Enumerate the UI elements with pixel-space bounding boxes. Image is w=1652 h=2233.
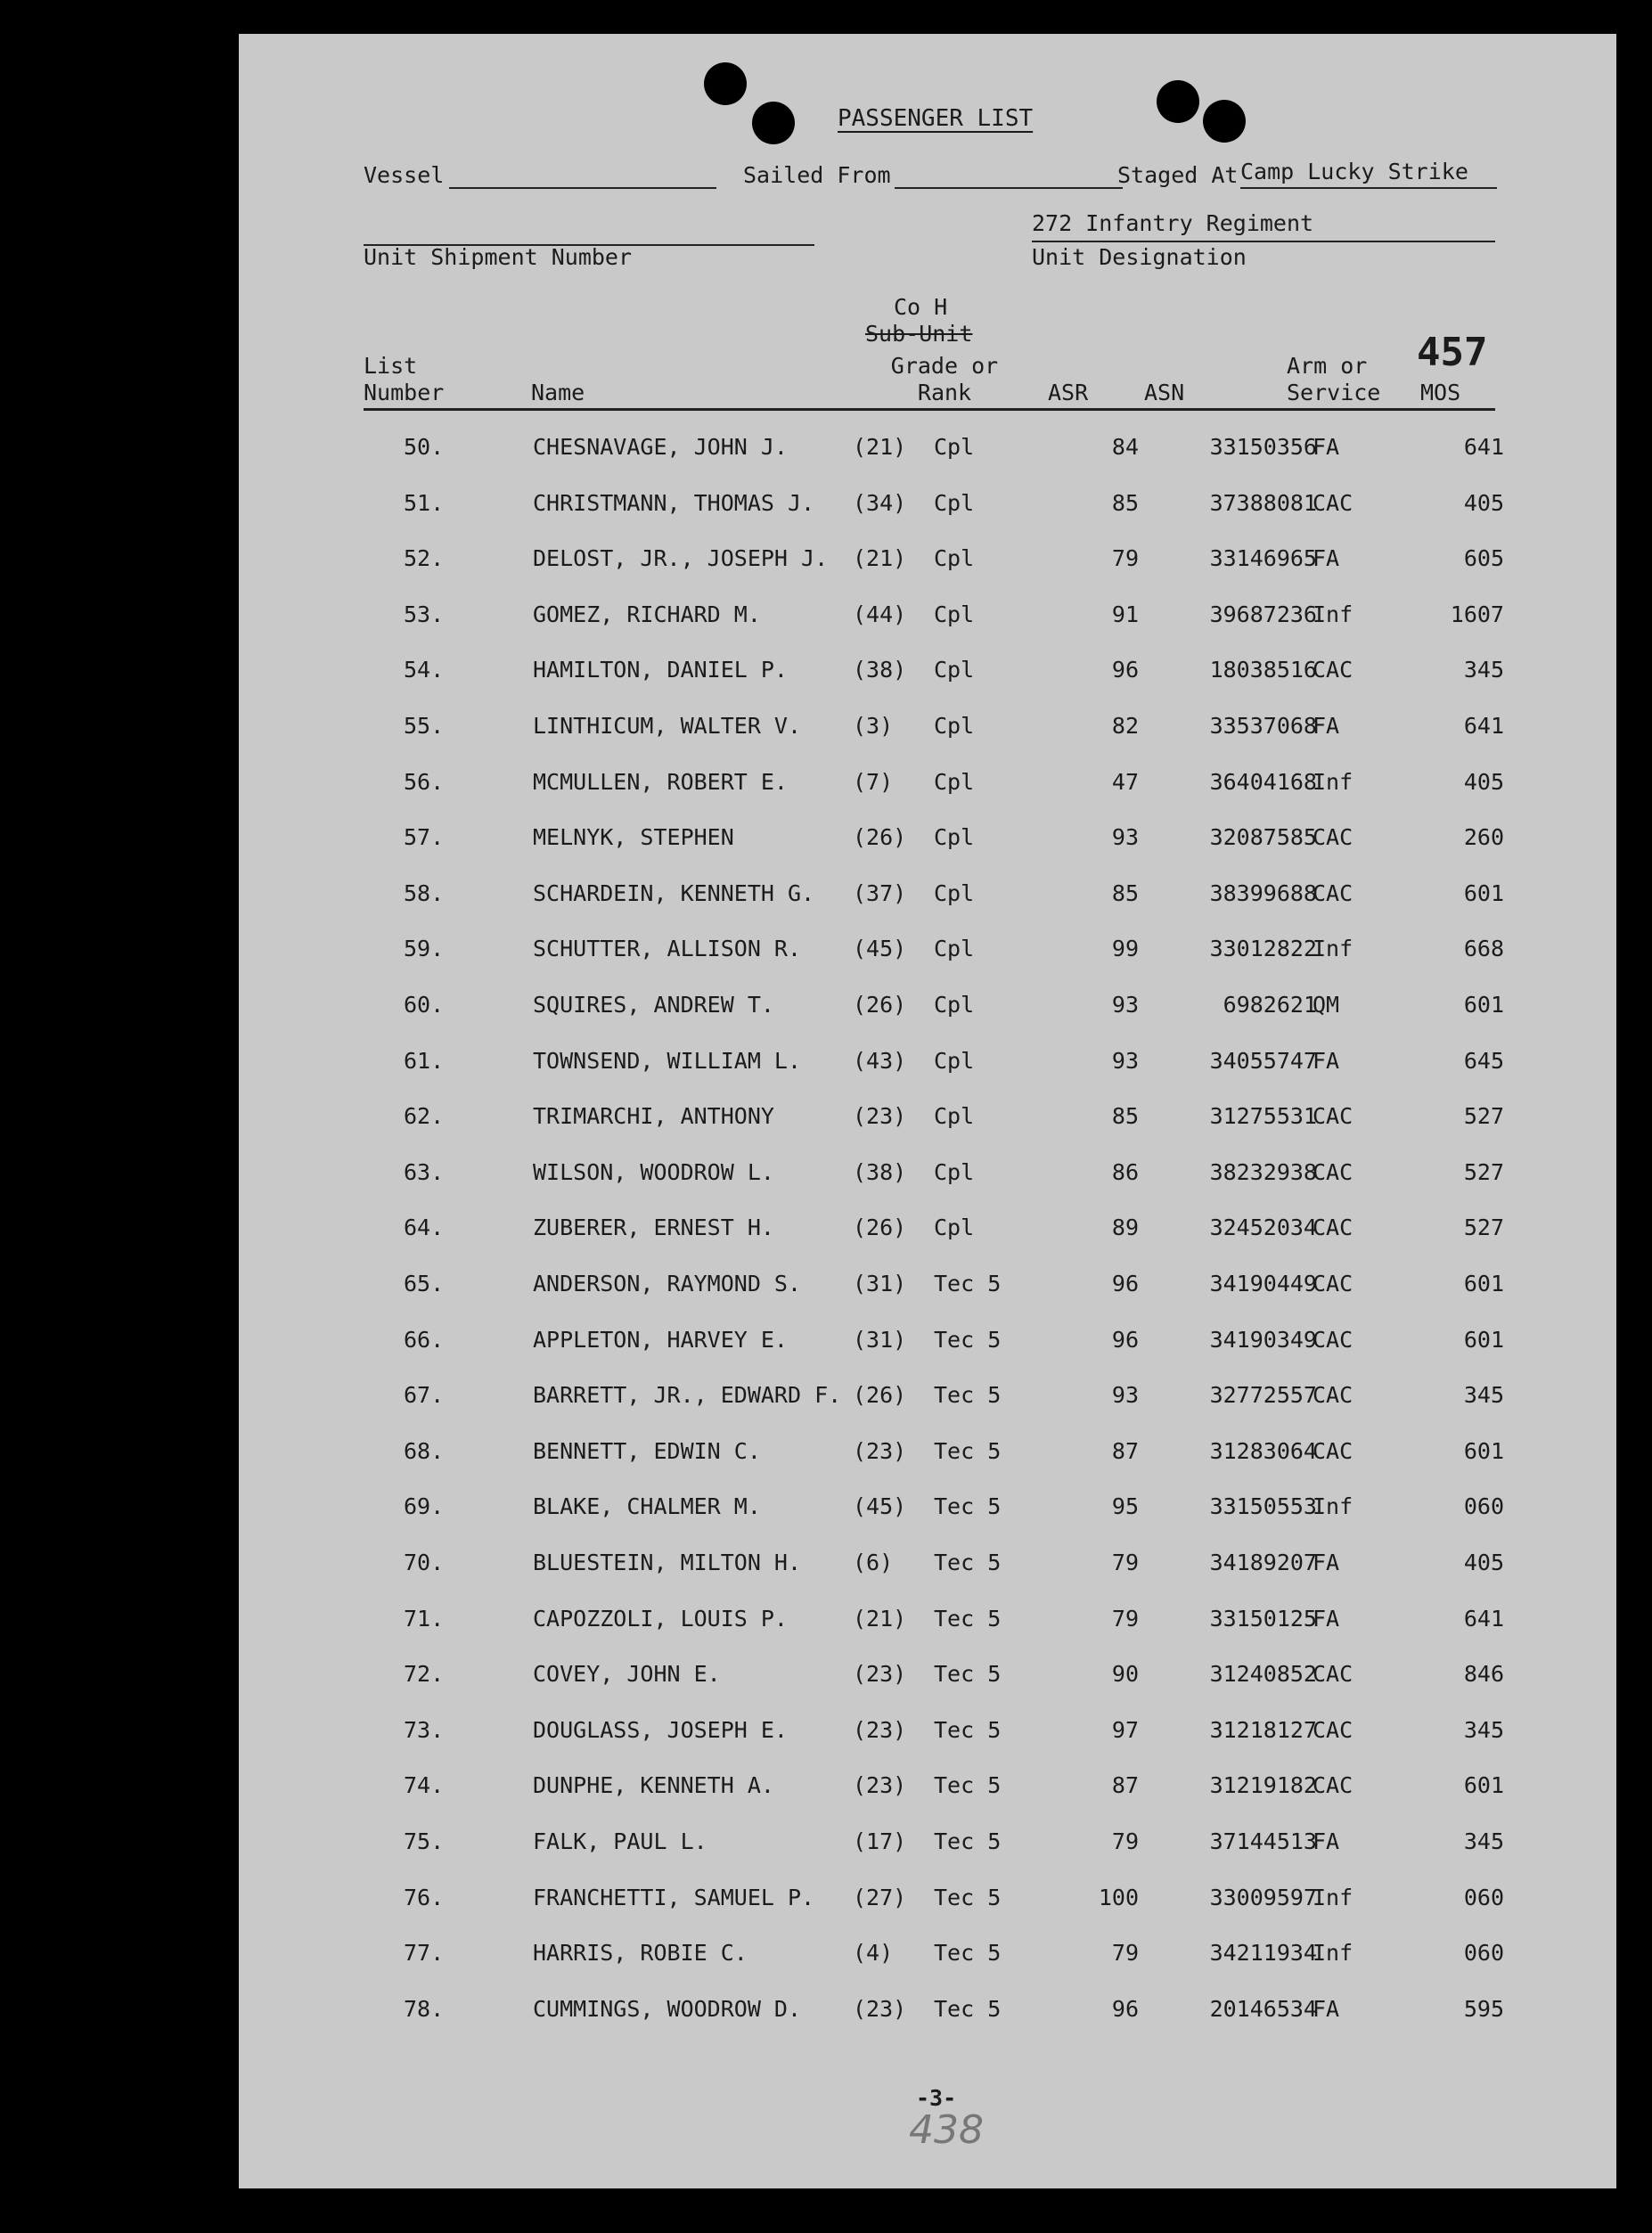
table-row: [239, 1043, 1616, 1079]
staged-at-value: Camp Lucky Strike: [1240, 159, 1468, 184]
grade-rank: Cpl: [934, 1103, 975, 1130]
age-code: (4): [853, 1940, 894, 1967]
arm-or-service: CAC: [1313, 879, 1353, 906]
passenger-name: BLUESTEIN, MILTON H.: [533, 1550, 802, 1575]
asr-score: 47: [1111, 768, 1139, 795]
passenger-name: BENNETT, EDWIN C.: [533, 1437, 761, 1464]
asr-score: 93: [1111, 1047, 1139, 1074]
passenger-list-page: [239, 34, 1616, 2188]
asr-score: 96: [1111, 657, 1139, 683]
passenger-name: CAPOZZOLI, LOUIS P.: [533, 1605, 788, 1632]
age-code: (27): [853, 1884, 907, 1910]
passenger-name: SQUIRES, ANDREW T.: [533, 992, 774, 1018]
age-code: (43): [853, 1047, 907, 1074]
passenger-name: ZUBERER, ERNEST H.: [533, 1215, 774, 1241]
mos-code: 668: [1463, 936, 1504, 962]
mos-code: 060: [1463, 1940, 1504, 1967]
passenger-name: SCHARDEIN, KENNETH G.: [533, 879, 815, 906]
grade-rank: Cpl: [934, 879, 975, 906]
asr-score: 95: [1111, 1493, 1139, 1520]
army-serial-number: 33150125: [1209, 1605, 1317, 1632]
vessel-label: Vessel: [364, 162, 445, 188]
age-code: (23): [853, 1437, 907, 1464]
age-code: (17): [853, 1828, 907, 1854]
mos-code: 1607: [1450, 601, 1504, 627]
table-row: [239, 1545, 1616, 1581]
passenger-name: FALK, PAUL L.: [533, 1828, 707, 1854]
mos-code: 641: [1463, 713, 1504, 739]
mos-code: 601: [1463, 992, 1504, 1018]
army-serial-number: 37388081: [1209, 489, 1317, 516]
mos-code: 527: [1463, 1103, 1504, 1130]
asr-score: 79: [1111, 1828, 1139, 1854]
age-code: (26): [853, 824, 907, 851]
table-row: [239, 486, 1616, 521]
army-serial-number: 33012822: [1209, 936, 1317, 962]
asr-score: 93: [1111, 1382, 1139, 1409]
arm-or-service: FA: [1313, 434, 1340, 460]
asr-score: 79: [1111, 1940, 1139, 1967]
age-code: (31): [853, 1326, 907, 1353]
asr-score: 79: [1111, 545, 1139, 572]
army-serial-number: 34055747: [1209, 1047, 1317, 1074]
unit-designation-field-line: [1032, 241, 1495, 242]
mos-code: 345: [1463, 1716, 1504, 1743]
mos-code: 641: [1463, 1605, 1504, 1632]
age-code: (6): [853, 1550, 894, 1575]
mos-code: 527: [1463, 1215, 1504, 1241]
unit-designation-value: 272 Infantry Regiment: [1032, 210, 1314, 236]
grade-rank: Tec 5: [934, 1437, 1002, 1464]
asr-score: 100: [1098, 1884, 1139, 1910]
age-code: (23): [853, 1772, 907, 1799]
list-number: 77.: [404, 1940, 445, 1967]
mos-code: 060: [1463, 1884, 1504, 1910]
grade-rank: Tec 5: [934, 1772, 1002, 1799]
sailed-from-field-line: [895, 187, 1123, 189]
army-serial-number: 34189207: [1209, 1550, 1317, 1575]
army-serial-number: 34190349: [1209, 1326, 1317, 1353]
army-serial-number: 38232938: [1209, 1158, 1317, 1185]
mos-code: 345: [1463, 1382, 1504, 1409]
age-code: (31): [853, 1271, 907, 1296]
mos-code: 846: [1463, 1661, 1504, 1688]
army-serial-number: 31283064: [1209, 1437, 1317, 1464]
grade-rank: Cpl: [934, 1158, 975, 1185]
arm-or-service: CAC: [1313, 824, 1353, 851]
arm-or-service: FA: [1313, 1828, 1340, 1854]
age-code: (38): [853, 657, 907, 683]
table-row: [239, 1713, 1616, 1748]
list-number: 72.: [404, 1661, 445, 1688]
arm-or-service: CAC: [1313, 1437, 1353, 1464]
page-marker: -3-: [916, 2085, 957, 2111]
list-number: 60.: [404, 992, 445, 1018]
table-row: [239, 652, 1616, 688]
age-code: (44): [853, 601, 907, 627]
grade-rank: Tec 5: [934, 1716, 1002, 1743]
army-serial-number: 34211934: [1209, 1940, 1317, 1967]
mos-code: 405: [1463, 489, 1504, 516]
mos-code: 527: [1463, 1158, 1504, 1185]
grade-rank: Cpl: [934, 434, 975, 460]
grade-rank: Cpl: [934, 713, 975, 739]
arm-or-service: FA: [1313, 1605, 1340, 1632]
age-code: (21): [853, 545, 907, 572]
arm-or-service: CAC: [1313, 1271, 1353, 1296]
asr-score: 99: [1111, 936, 1139, 962]
age-code: (26): [853, 1382, 907, 1409]
list-number: 62.: [404, 1103, 445, 1130]
arm-or-service: CAC: [1313, 1103, 1353, 1130]
arm-or-service: FA: [1313, 713, 1340, 739]
asr-score: 90: [1111, 1661, 1139, 1688]
mos-code: 345: [1463, 657, 1504, 683]
grade-rank: Tec 5: [934, 1995, 1002, 2022]
list-number: 50.: [404, 434, 445, 460]
army-serial-number: 34190449: [1209, 1271, 1317, 1296]
list-number: 65.: [404, 1271, 445, 1296]
vessel-field-line: [449, 187, 716, 189]
unit-designation-label: Unit Designation: [1032, 244, 1247, 270]
list-number: 76.: [404, 1884, 445, 1910]
punch-hole: [752, 102, 795, 144]
table-row: [239, 1824, 1616, 1860]
passenger-name: DUNPHE, KENNETH A.: [533, 1772, 774, 1799]
pencil-note: 438: [909, 2107, 984, 2153]
passenger-name: HARRIS, ROBIE C.: [533, 1940, 748, 1967]
passenger-name: LINTHICUM, WALTER V.: [533, 713, 802, 739]
mos-code: 405: [1463, 1550, 1504, 1575]
list-number: 54.: [404, 657, 445, 683]
grade-rank: Cpl: [934, 601, 975, 627]
grade-rank: Tec 5: [934, 1940, 1002, 1967]
table-row: [239, 1266, 1616, 1302]
passenger-name: TOWNSEND, WILLIAM L.: [533, 1047, 802, 1074]
list-number: 70.: [404, 1550, 445, 1575]
arm-or-service: FA: [1313, 1047, 1340, 1074]
mos-code: 641: [1463, 434, 1504, 460]
list-number: 69.: [404, 1493, 445, 1520]
army-serial-number: 32772557: [1209, 1382, 1317, 1409]
table-row: [239, 876, 1616, 912]
age-code: (23): [853, 1995, 907, 2022]
asr-score: 91: [1111, 601, 1139, 627]
arm-or-service: Inf: [1313, 1493, 1353, 1520]
unit-shipment-label: Unit Shipment Number: [364, 244, 633, 270]
army-serial-number: 38399688: [1209, 879, 1317, 906]
asr-score: 93: [1111, 992, 1139, 1018]
army-serial-number: 31275531: [1209, 1103, 1317, 1130]
grade-rank: Cpl: [934, 824, 975, 851]
grade-rank: Tec 5: [934, 1828, 1002, 1854]
arm-or-service: FA: [1313, 1550, 1340, 1575]
sub-unit-value: Co H: [894, 294, 948, 320]
table-row: [239, 1099, 1616, 1134]
table-row: [239, 1880, 1616, 1916]
mos-code: 405: [1463, 768, 1504, 795]
asr-score: 89: [1111, 1215, 1139, 1241]
grade-rank: Cpl: [934, 992, 975, 1018]
arm-or-service: CAC: [1313, 1382, 1353, 1409]
list-number: 55.: [404, 713, 445, 739]
list-number: 75.: [404, 1828, 445, 1854]
table-row: [239, 765, 1616, 800]
mos-code: 345: [1463, 1828, 1504, 1854]
age-code: (38): [853, 1158, 907, 1185]
asr-score: 86: [1111, 1158, 1139, 1185]
table-row: [239, 1935, 1616, 1971]
table-row: [239, 429, 1616, 465]
army-serial-number: 31240852: [1209, 1661, 1317, 1688]
punch-hole: [1203, 100, 1246, 143]
asr-score: 85: [1111, 1103, 1139, 1130]
grade-rank: Tec 5: [934, 1382, 1002, 1409]
army-serial-number: 33150553: [1209, 1493, 1317, 1520]
table-row: [239, 1601, 1616, 1637]
list-number: 78.: [404, 1995, 445, 2022]
grade-rank: Tec 5: [934, 1884, 1002, 1910]
table-row: [239, 597, 1616, 633]
arm-or-service: Inf: [1313, 1940, 1353, 1967]
table-row: [239, 708, 1616, 744]
passenger-name: CHESNAVAGE, JOHN J.: [533, 434, 788, 460]
army-serial-number: 37144513: [1209, 1828, 1317, 1854]
army-serial-number: 33537068: [1209, 713, 1317, 739]
arm-or-service: CAC: [1313, 489, 1353, 516]
table-row: [239, 1768, 1616, 1804]
passenger-name: WILSON, WOODROW L.: [533, 1158, 774, 1185]
age-code: (34): [853, 489, 907, 516]
army-serial-number: 33146965: [1209, 545, 1317, 572]
grade-rank: Cpl: [934, 545, 975, 572]
grade-rank: Tec 5: [934, 1605, 1002, 1632]
age-code: (45): [853, 1493, 907, 1520]
arm-or-service: CAC: [1313, 1772, 1353, 1799]
asr-score: 85: [1111, 879, 1139, 906]
column-header-asr: ASR: [1048, 380, 1089, 405]
arm-or-service: CAC: [1313, 1158, 1353, 1185]
table-row: [239, 1155, 1616, 1190]
list-number: 56.: [404, 768, 445, 795]
army-serial-number: 31218127: [1209, 1716, 1317, 1743]
passenger-name: BARRETT, JR., EDWARD F.: [533, 1382, 842, 1409]
army-serial-number: 36404168: [1209, 768, 1317, 795]
list-number: 53.: [404, 601, 445, 627]
arm-or-service: Inf: [1313, 936, 1353, 962]
passenger-name: GOMEZ, RICHARD M.: [533, 601, 761, 627]
mos-code: 645: [1463, 1047, 1504, 1074]
asr-score: 82: [1111, 713, 1139, 739]
arm-or-service: Inf: [1313, 1884, 1353, 1910]
age-code: (7): [853, 768, 894, 795]
grade-rank: Cpl: [934, 657, 975, 683]
asr-score: 96: [1111, 1271, 1139, 1296]
list-number: 52.: [404, 545, 445, 572]
passenger-name: ANDERSON, RAYMOND S.: [533, 1271, 802, 1296]
column-header-arm: Arm or Service: [1287, 353, 1381, 405]
arm-or-service: CAC: [1313, 657, 1353, 683]
asr-score: 79: [1111, 1550, 1139, 1575]
arm-or-service: Inf: [1313, 601, 1353, 627]
army-serial-number: 39687236: [1209, 601, 1317, 627]
grade-rank: Tec 5: [934, 1271, 1002, 1296]
list-number: 73.: [404, 1716, 445, 1743]
document-title: PASSENGER LIST: [838, 105, 1034, 132]
arm-or-service: CAC: [1313, 1326, 1353, 1353]
staged-at-field-line: [1240, 187, 1497, 189]
age-code: (23): [853, 1103, 907, 1130]
arm-or-service: CAC: [1313, 1661, 1353, 1688]
mos-code: 601: [1463, 1437, 1504, 1464]
asr-score: 79: [1111, 1605, 1139, 1632]
age-code: (23): [853, 1661, 907, 1688]
mos-code: 601: [1463, 1326, 1504, 1353]
mos-code: 060: [1463, 1493, 1504, 1520]
list-number: 71.: [404, 1605, 445, 1632]
army-serial-number: 32452034: [1209, 1215, 1317, 1241]
age-code: (21): [853, 1605, 907, 1632]
table-row: [239, 1434, 1616, 1469]
army-serial-number: 6982621: [1223, 992, 1317, 1018]
arm-or-service: FA: [1313, 545, 1340, 572]
passenger-name: MELNYK, STEPHEN: [533, 824, 734, 851]
list-number: 57.: [404, 824, 445, 851]
army-serial-number: 33009597: [1209, 1884, 1317, 1910]
list-number: 66.: [404, 1326, 445, 1353]
table-row: [239, 1378, 1616, 1413]
asr-score: 85: [1111, 489, 1139, 516]
age-code: (3): [853, 713, 894, 739]
age-code: (37): [853, 879, 907, 906]
grade-rank: Cpl: [934, 1215, 975, 1241]
list-number: 64.: [404, 1215, 445, 1241]
sheet-number: 457: [1417, 330, 1488, 375]
grade-rank: Cpl: [934, 1047, 975, 1074]
table-row: [239, 1656, 1616, 1692]
grade-rank: Cpl: [934, 768, 975, 795]
list-number: 59.: [404, 936, 445, 962]
passenger-name: TRIMARCHI, ANTHONY: [533, 1103, 774, 1130]
army-serial-number: 33150356: [1209, 434, 1317, 460]
army-serial-number: 31219182: [1209, 1772, 1317, 1799]
age-code: (26): [853, 992, 907, 1018]
table-row: [239, 1322, 1616, 1358]
age-code: (26): [853, 1215, 907, 1241]
header-rule: [364, 408, 1495, 411]
passenger-name: CHRISTMANN, THOMAS J.: [533, 489, 815, 516]
asr-score: 87: [1111, 1772, 1139, 1799]
column-header-name: Name: [531, 380, 585, 405]
column-header-list-number: List Number: [364, 353, 445, 405]
list-number: 67.: [404, 1382, 445, 1409]
mos-code: 601: [1463, 879, 1504, 906]
grade-rank: Tec 5: [934, 1550, 1002, 1575]
table-row: [239, 820, 1616, 855]
grade-rank: Tec 5: [934, 1661, 1002, 1688]
age-code: (45): [853, 936, 907, 962]
list-number: 68.: [404, 1437, 445, 1464]
passenger-name: CUMMINGS, WOODROW D.: [533, 1995, 802, 2022]
passenger-name: DELOST, JR., JOSEPH J.: [533, 545, 829, 572]
asr-score: 97: [1111, 1716, 1139, 1743]
passenger-name: COVEY, JOHN E.: [533, 1661, 721, 1688]
grade-rank: Cpl: [934, 489, 975, 516]
age-code: (21): [853, 434, 907, 460]
sailed-from-label: Sailed From: [743, 162, 891, 188]
mos-code: 601: [1463, 1772, 1504, 1799]
table-row: [239, 987, 1616, 1023]
grade-rank: Cpl: [934, 936, 975, 962]
asr-score: 93: [1111, 824, 1139, 851]
asr-score: 84: [1111, 434, 1139, 460]
sub-unit-label: Sub-Unit: [865, 321, 973, 347]
arm-or-service: CAC: [1313, 1215, 1353, 1241]
column-header-mos: MOS: [1420, 380, 1461, 405]
mos-code: 601: [1463, 1271, 1504, 1296]
table-row: [239, 931, 1616, 967]
passenger-name: FRANCHETTI, SAMUEL P.: [533, 1884, 815, 1910]
list-number: 74.: [404, 1772, 445, 1799]
asr-score: 96: [1111, 1326, 1139, 1353]
table-row: [239, 1489, 1616, 1525]
arm-or-service: FA: [1313, 1995, 1340, 2022]
asr-score: 87: [1111, 1437, 1139, 1464]
column-header-asn: ASN: [1144, 380, 1185, 405]
army-serial-number: 18038516: [1209, 657, 1317, 683]
list-number: 61.: [404, 1047, 445, 1074]
passenger-name: DOUGLASS, JOSEPH E.: [533, 1716, 788, 1743]
table-row: [239, 541, 1616, 577]
arm-or-service: CAC: [1313, 1716, 1353, 1743]
list-number: 58.: [404, 879, 445, 906]
mos-code: 595: [1463, 1995, 1504, 2022]
list-number: 63.: [404, 1158, 445, 1185]
asr-score: 96: [1111, 1995, 1139, 2022]
passenger-name: SCHUTTER, ALLISON R.: [533, 936, 802, 962]
punch-hole: [704, 62, 747, 105]
column-header-grade: Grade or Rank: [890, 353, 999, 405]
arm-or-service: Inf: [1313, 768, 1353, 795]
mos-code: 605: [1463, 545, 1504, 572]
staged-at-label: Staged At: [1117, 162, 1239, 188]
army-serial-number: 20146534: [1209, 1995, 1317, 2022]
arm-or-service: QM: [1313, 992, 1340, 1018]
passenger-name: APPLETON, HARVEY E.: [533, 1326, 788, 1353]
age-code: (23): [853, 1716, 907, 1743]
table-row: [239, 1992, 1616, 2027]
passenger-name: MCMULLEN, ROBERT E.: [533, 768, 788, 795]
mos-code: 260: [1463, 824, 1504, 851]
punch-hole: [1157, 80, 1199, 123]
grade-rank: Tec 5: [934, 1493, 1002, 1520]
grade-rank: Tec 5: [934, 1326, 1002, 1353]
passenger-name: BLAKE, CHALMER M.: [533, 1493, 761, 1520]
passenger-name: HAMILTON, DANIEL P.: [533, 657, 788, 683]
army-serial-number: 32087585: [1209, 824, 1317, 851]
list-number: 51.: [404, 489, 445, 516]
table-row: [239, 1210, 1616, 1246]
